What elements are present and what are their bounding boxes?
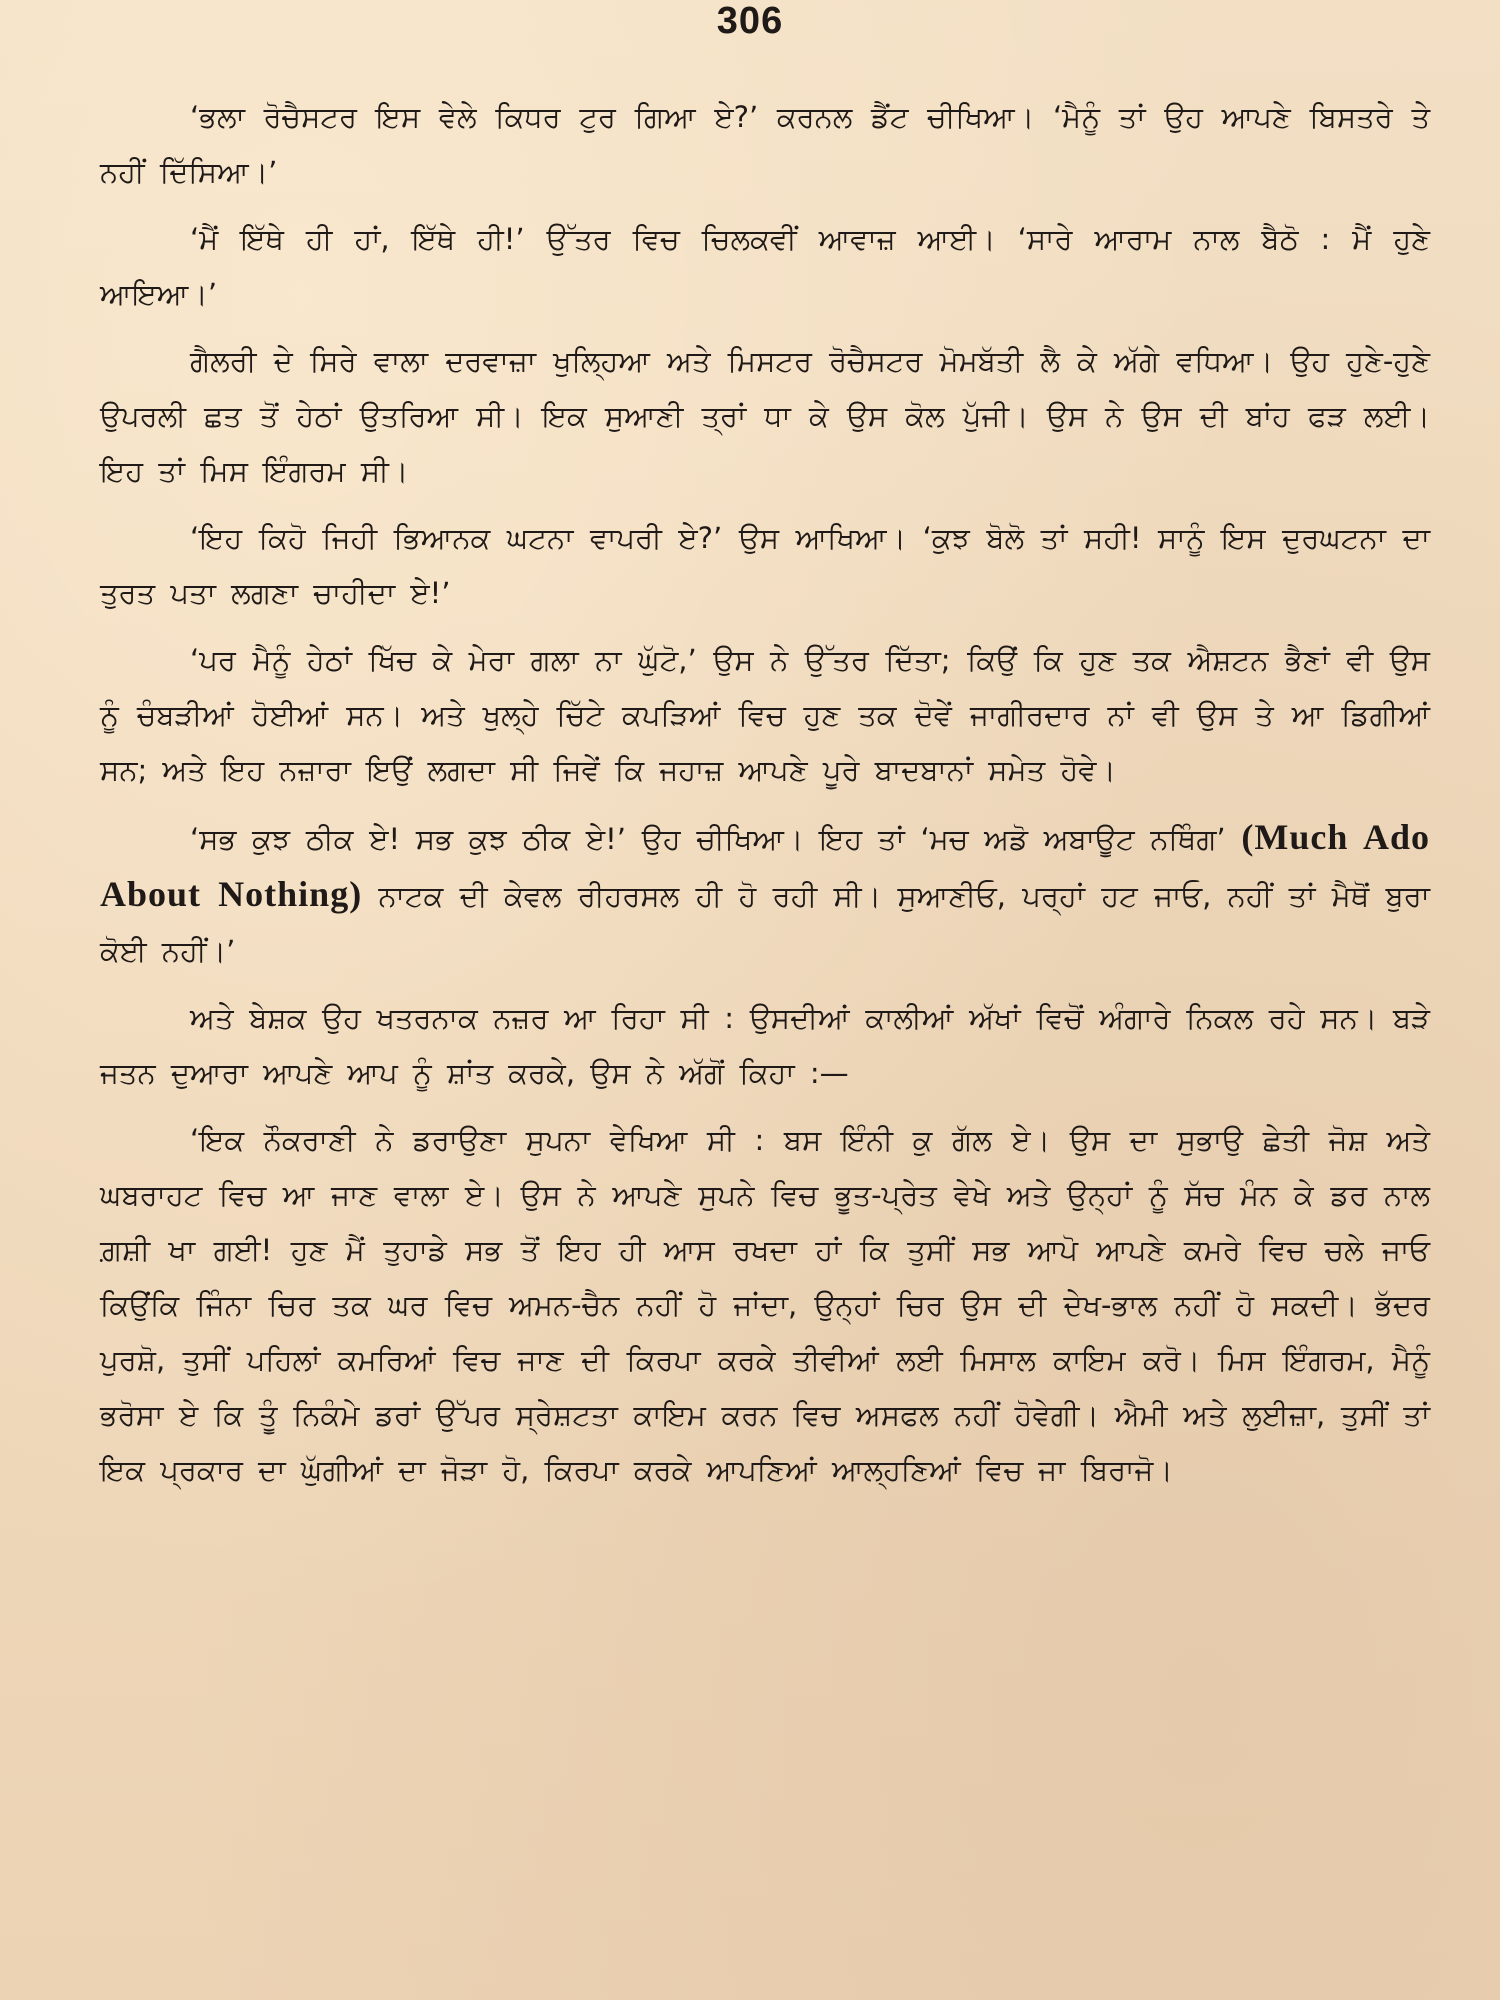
paragraph: ਅਤੇ ਬੇਸ਼ਕ ਉਹ ਖਤਰਨਾਕ ਨਜ਼ਰ ਆ ਰਿਹਾ ਸੀ : ਉਸਦੀਆਂ ਕਾਲੀਆਂ ਅੱਖਾਂ ਵਿਚੋਂ ਅੰਗਾਰੇ ਨਿਕਲ ਰਹੇ ਸਨ। ਬੜੇ ਜਤਨ ਦੁਆਰਾ ਆਪਣੇ ਆਪ ਨੂੰ ਸ਼ਾਂਤ ਕਰਕੇ, ਉਸ ਨੇ ਅੱਗੋਂ ਕਿਹਾ :— [100, 1001, 1430, 1090]
paragraph: ਗੈਲਰੀ ਦੇ ਸਿਰੇ ਵਾਲਾ ਦਰਵਾਜ਼ਾ ਖੁਲ੍ਹਿਆ ਅਤੇ ਮਿਸਟਰ ਰੋਚੈਸਟਰ ਮੋਮਬੱਤੀ ਲੈ ਕੇ ਅੱਗੇ ਵਧਿਆ। ਉਹ ਹੁਣੇ-ਹੁਣੇ ਉਪਰਲੀ ਛਤ ਤੋਂ ਹੇਠਾਂ ਉਤਰਿਆ ਸੀ। ਇਕ ਸੁਆਣੀ ਤ੍ਰਾਂ ਧਾ ਕੇ ਉਸ ਕੋਲ ਪੁੱਜੀ। ਉਸ ਨੇ ਉਸ ਦੀ ਬਾਂਹ ਫੜ ਲਈ। ਇਹ ਤਾਂ ਮਿਸ ਇੰਗਰਮ ਸੀ। [100, 344, 1430, 488]
paragraph-text: ਨਾਟਕ ਦੀ ਕੇਵਲ ਰੀਹਰਸਲ ਹੀ ਹੋ ਰਹੀ ਸੀ। ਸੁਆਣੀਓ, ਪਰ੍ਹਾਂ ਹਟ ਜਾਓ, ਨਹੀਂ ਤਾਂ ਮੈਥੋਂ ਬੁਰਾ ਕੋਈ ਨਹੀਂ।’ [100, 879, 1430, 968]
paragraph: ‘ਇਹ ਕਿਹੋ ਜਿਹੀ ਭਿਆਨਕ ਘਟਨਾ ਵਾਪਰੀ ਏ?’ ਉਸ ਆਖਿਆ। ‘ਕੁਝ ਬੋਲੋ ਤਾਂ ਸਹੀ! ਸਾਨੂੰ ਇਸ ਦੁਰਘਟਨਾ ਦਾ ਤੁਰਤ ਪਤਾ ਲਗਣਾ ਚਾਹੀਦਾ ਏ!’ [100, 521, 1430, 610]
paragraph: ‘ਭਲਾ ਰੋਚੈਸਟਰ ਇਸ ਵੇਲੇ ਕਿਧਰ ਟੁਰ ਗਿਆ ਏ?’ ਕਰਨਲ ਡੈਂਟ ਚੀਖਿਆ। ‘ਮੈਨੂੰ ਤਾਂ ਉਹ ਆਪਣੇ ਬਿਸਤਰੇ ਤੇ ਨਹੀਂ ਦਿੱਸਿਆ।’ [100, 100, 1430, 189]
english-title: (Much Ado About Nothing) [100, 817, 1430, 914]
paragraph [100, 810, 1430, 979]
page-number: 306 [716, 0, 784, 42]
paragraph: ‘ਮੈਂ ਇੱਥੇ ਹੀ ਹਾਂ, ਇੱਥੇ ਹੀ!’ ਉੱਤਰ ਵਿਚ ਚਿਲਕਵੀਂ ਆਵਾਜ਼ ਆਈ। ‘ਸਾਰੇ ਆਰਾਮ ਨਾਲ ਬੈਠੋ : ਮੈਂ ਹੁਣੇ ਆਇਆ।’ [100, 222, 1430, 311]
body-text [100, 90, 1430, 1498]
paragraph: ‘ਇਕ ਨੌਕਰਾਣੀ ਨੇ ਡਰਾਉਣਾ ਸੁਪਨਾ ਵੇਖਿਆ ਸੀ : ਬਸ ਇੰਨੀ ਕੁ ਗੱਲ ਏ। ਉਸ ਦਾ ਸੁਭਾਉ ਛੇਤੀ ਜੋਸ਼ ਅਤੇ ਘਬਰਾਹਟ ਵਿਚ ਆ ਜਾਣ ਵਾਲਾ ਏ। ਉਸ ਨੇ ਆਪਣੇ ਸੁਪਨੇ ਵਿਚ ਭੂਤ-ਪ੍ਰੇਤ ਵੇਖੇ ਅਤੇ ਉਨ੍ਹਾਂ ਨੂੰ ਸੱਚ ਮੰਨ ਕੇ ਡਰ ਨਾਲ ਗ਼ਸ਼ੀ ਖਾ ਗਈ! ਹੁਣ ਮੈਂ ਤੁਹਾਡੇ ਸਭ ਤੋਂ ਇਹ ਹੀ ਆਸ ਰਖਦਾ ਹਾਂ ਕਿ ਤੁਸੀਂ ਸਭ ਆਪੋ ਆਪਣੇ ਕਮਰੇ ਵਿਚ ਚਲੇ ਜਾਓ ਕਿਉਂਕਿ ਜਿੰਨਾ ਚਿਰ ਤਕ ਘਰ ਵਿਚ ਅਮਨ-ਚੈਨ ਨਹੀਂ ਹੋ ਜਾਂਦਾ, ਉਨ੍ਹਾਂ ਚਿਰ ਉਸ ਦੀ ਦੇਖ-ਭਾਲ ਨਹੀਂ ਹੋ ਸਕਦੀ। ਭੱਦਰ ਪੁਰਸ਼ੋ, ਤੁਸੀਂ ਪਹਿਲਾਂ ਕਮਰਿਆਂ ਵਿਚ ਜਾਣ ਦੀ ਕਿਰਪਾ ਕਰਕੇ ਤੀਵੀਆਂ ਲਈ ਮਿਸਾਲ ਕਾਇਮ ਕਰੋ। ਮਿਸ ਇੰਗਰਮ, ਮੈਨੂੰ ਭਰੋਸਾ ਏ ਕਿ ਤੂੰ ਨਿਕੰਮੇ ਡਰਾਂ ਉੱਪਰ ਸ੍ਰੇਸ਼ਟਤਾ ਕਾਇਮ ਕਰਨ ਵਿਚ ਅਸਫਲ ਨਹੀਂ ਹੋਵੇਗੀ। ਐਮੀ ਅਤੇ ਲੁਈਜ਼ਾ, ਤੁਸੀਂ ਤਾਂ ਇਕ ਪ੍ਰਕਾਰ ਦਾ ਘੁੱਗੀਆਂ ਦਾ ਜੋੜਾ ਹੋ, ਕਿਰਪਾ ਕਰਕੇ ਆਪਣਿਆਂ ਆਲ੍ਹਣਿਆਂ ਵਿਚ ਜਾ ਬਿਰਾਜੋ। [100, 1123, 1430, 1487]
paragraph: ‘ਪਰ ਮੈਨੂੰ ਹੇਠਾਂ ਖਿੱਚ ਕੇ ਮੇਰਾ ਗਲਾ ਨਾ ਘੁੱਟੋ,’ ਉਸ ਨੇ ਉੱਤਰ ਦਿੱਤਾ; ਕਿਉਂ ਕਿ ਹੁਣ ਤਕ ਐਸ਼ਟਨ ਭੈਣਾਂ ਵੀ ਉਸ ਨੂੰ ਚੰਬੜੀਆਂ ਹੋਈਆਂ ਸਨ। ਅਤੇ ਖੁਲ੍ਹੇ ਚਿੱਟੇ ਕਪੜਿਆਂ ਵਿਚ ਹੁਣ ਤਕ ਦੋਵੇਂ ਜਾਗੀਰਦਾਰ ਨਾਂ ਵੀ ਉਸ ਤੇ ਆ ਡਿਗੀਆਂ ਸਨ; ਅਤੇ ਇਹ ਨਜ਼ਾਰਾ ਇਉਂ ਲਗਦਾ ਸੀ ਜਿਵੇਂ ਕਿ ਜਹਾਜ਼ ਆਪਣੇ ਪੂਰੇ ਬਾਦਬਾਨਾਂ ਸਮੇਤ ਹੋਵੇ। [100, 643, 1430, 787]
paragraph-text: ‘ਸਭ ਕੁਝ ਠੀਕ ਏ! ਸਭ ਕੁਝ ਠੀਕ ਏ!’ ਉਹ ਚੀਖਿਆ। ਇਹ ਤਾਂ ‘ਮਚ ਅਡੋ ਅਬਾਊਟ ਨਥਿੰਗ’ [190, 822, 1242, 856]
